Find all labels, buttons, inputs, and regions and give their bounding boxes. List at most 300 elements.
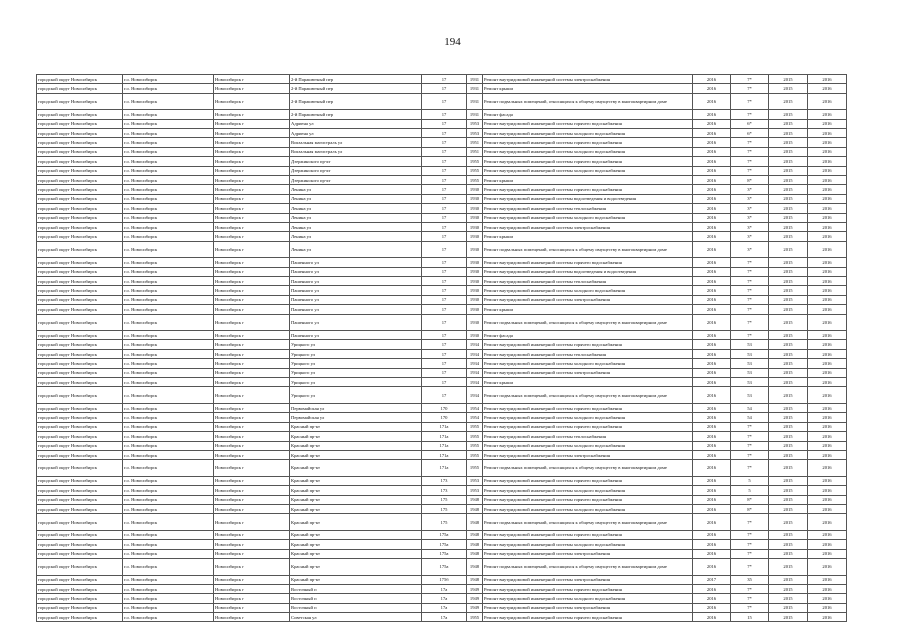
plan-year-cell: 2016 [693,441,731,450]
start-year-cell: 2015 [769,476,808,485]
work-type-cell: Ремонт внутридомовой инженерной системы горячего водоснабжения [483,422,693,431]
end-year-cell: 2016 [808,403,847,412]
year-cell: 1930 [467,267,483,276]
district-cell: городской округ Новосибирск [37,594,123,603]
settlement-cell: г.о. Новосибирск [123,486,214,495]
city-cell: Новосибирск г [214,157,290,166]
year-cell: 1930 [467,204,483,213]
end-year-cell: 2016 [808,314,847,331]
settlement-cell: г.о. Новосибирск [123,204,214,213]
work-type-cell: Ремонт внутридомовой инженерной системы водоотведения и водоотведения [483,267,693,276]
start-year-cell: 2015 [769,93,808,110]
settlement-cell: г.о. Новосибирск [123,138,214,147]
street-cell: Урицкого ул [290,340,422,349]
city-cell: Новосибирск г [214,232,290,241]
street-cell: Красный пр-кт [290,514,422,531]
street-cell: Красный пр-кт [290,540,422,549]
page-number: 194 [444,36,461,48]
house-cell: 17 [422,110,467,119]
settlement-cell: г.о. Новосибирск [123,277,214,286]
start-year-cell: 2015 [769,286,808,295]
house-cell: 17 [422,277,467,286]
work-type-cell: Ремонт внутридомовой инженерной системы горячего водоснабжения [483,119,693,128]
count-cell: 15 [731,613,769,622]
start-year-cell: 2015 [769,549,808,558]
plan-year-cell: 2016 [693,258,731,267]
district-cell: городской округ Новосибирск [37,476,123,485]
settlement-cell: г.о. Новосибирск [123,514,214,531]
city-cell: Новосибирск г [214,403,290,412]
house-cell: 170 [422,413,467,422]
table-row [37,176,847,185]
house-cell: 17 [422,213,467,222]
house-cell: 17 [422,305,467,314]
count-cell: 7* [731,286,769,295]
year-cell: 1948 [467,504,483,513]
settlement-cell: г.о. Новосибирск [123,584,214,593]
count-cell: 35 [731,575,769,584]
end-year-cell: 2016 [808,514,847,531]
count-cell: 3* [731,204,769,213]
table-row [37,75,847,84]
count-cell: 7* [731,549,769,558]
settlement-cell: г.о. Новосибирск [123,349,214,358]
end-year-cell: 2016 [808,432,847,441]
table-row [37,613,847,622]
district-cell: городской округ Новосибирск [37,559,123,576]
work-type-cell: Ремонт внутридомовой инженерной системы холодного водоснабжения [483,486,693,495]
plan-year-cell: 2016 [693,185,731,194]
year-cell: 1951 [467,138,483,147]
table-row [37,129,847,138]
city-cell: Новосибирск г [214,286,290,295]
end-year-cell: 2016 [808,185,847,194]
year-cell: 1951 [467,147,483,156]
year-cell: 1955 [467,441,483,450]
settlement-cell: г.о. Новосибирск [123,476,214,485]
settlement-cell: г.о. Новосибирск [123,559,214,576]
house-cell: 17 [422,267,467,276]
street-cell: Ленина ул [290,204,422,213]
settlement-cell: г.о. Новосибирск [123,129,214,138]
work-type-cell: Ремонт внутридомовой инженерной системы электроснабжения [483,368,693,377]
district-cell: городской округ Новосибирск [37,314,123,331]
end-year-cell: 2016 [808,441,847,450]
end-year-cell: 2016 [808,241,847,258]
year-cell: 1930 [467,277,483,286]
count-cell: 7* [731,277,769,286]
settlement-cell: г.о. Новосибирск [123,594,214,603]
end-year-cell: 2016 [808,331,847,340]
count-cell: 7* [731,110,769,119]
count-cell: 7* [731,540,769,549]
city-cell: Новосибирск г [214,450,290,459]
settlement-cell: г.о. Новосибирск [123,575,214,584]
work-type-cell: Ремонт внутридомовой инженерной системы горячего водоснабжения [483,258,693,267]
settlement-cell: г.о. Новосибирск [123,340,214,349]
start-year-cell: 2015 [769,530,808,539]
count-cell: 53 [731,349,769,358]
city-cell: Новосибирск г [214,359,290,368]
city-cell: Новосибирск г [214,84,290,93]
city-cell: Новосибирск г [214,486,290,495]
district-cell: городской округ Новосибирск [37,584,123,593]
count-cell: 7* [731,138,769,147]
city-cell: Новосибирск г [214,267,290,276]
plan-year-cell: 2016 [693,286,731,295]
year-cell: 1930 [467,286,483,295]
start-year-cell: 2015 [769,166,808,175]
year-cell: 1948 [467,575,483,584]
work-type-cell: Ремонт внутридомовой инженерной системы горячего водоснабжения [483,530,693,539]
start-year-cell: 2015 [769,359,808,368]
district-cell: городской округ Новосибирск [37,340,123,349]
plan-year-cell: 2016 [693,504,731,513]
end-year-cell: 2016 [808,340,847,349]
work-type-cell: Ремонт подвальных помещений, относящихся к общему имуществу в многоквартирном доме [483,241,693,258]
house-cell: 17 [422,286,467,295]
count-cell: 7* [731,441,769,450]
settlement-cell: г.о. Новосибирск [123,75,214,84]
street-cell: 2-й Парашютный пер [290,84,422,93]
end-year-cell: 2016 [808,93,847,110]
end-year-cell: 2016 [808,450,847,459]
plan-year-cell: 2016 [693,486,731,495]
year-cell: 1948 [467,514,483,531]
district-cell: городской округ Новосибирск [37,232,123,241]
district-cell: городской округ Новосибирск [37,194,123,203]
year-cell: 1930 [467,295,483,304]
settlement-cell: г.о. Новосибирск [123,147,214,156]
work-type-cell: Ремонт внутридомовой инженерной системы электроснабжения [483,295,693,304]
year-cell: 1930 [467,331,483,340]
table-row [37,495,847,504]
street-cell: 2-й Парашютный пер [290,75,422,84]
street-cell: Вокзальная магистраль ул [290,138,422,147]
plan-year-cell: 2016 [693,110,731,119]
city-cell: Новосибирск г [214,314,290,331]
end-year-cell: 2016 [808,204,847,213]
end-year-cell: 2016 [808,413,847,422]
city-cell: Новосибирск г [214,166,290,175]
house-cell: 175б [422,575,467,584]
start-year-cell: 2015 [769,185,808,194]
city-cell: Новосибирск г [214,295,290,304]
house-cell: 175а [422,549,467,558]
start-year-cell: 2015 [769,232,808,241]
end-year-cell: 2016 [808,594,847,603]
year-cell: 1955 [467,613,483,622]
city-cell: Новосибирск г [214,194,290,203]
count-cell: 7* [731,166,769,175]
district-cell: городской округ Новосибирск [37,349,123,358]
city-cell: Новосибирск г [214,613,290,622]
count-cell: 7* [731,514,769,531]
table-row [37,119,847,128]
street-cell: Дзержинского пр-кт [290,157,422,166]
district-cell: городской округ Новосибирск [37,84,123,93]
city-cell: Новосибирск г [214,241,290,258]
count-cell: 7* [731,295,769,304]
house-cell: 17 [422,138,467,147]
district-cell: городской округ Новосибирск [37,495,123,504]
work-type-cell: Ремонт подвальных помещений, относящихся к общему имуществу в многоквартирном доме [483,314,693,331]
city-cell: Новосибирск г [214,559,290,576]
work-type-cell: Ремонт внутридомовой инженерной системы электроснабжения [483,603,693,612]
count-cell: 3* [731,222,769,231]
work-type-cell: Ремонт внутридомовой инженерной системы теплоснабжения [483,204,693,213]
plan-year-cell: 2016 [693,241,731,258]
street-cell: Красный пр-кт [290,441,422,450]
street-cell: Дзержинского пр-кт [290,166,422,175]
end-year-cell: 2016 [808,359,847,368]
street-cell: Советская ул [290,613,422,622]
work-type-cell: Ремонт внутридомовой инженерной системы холодного водоснабжения [483,213,693,222]
district-cell: городской округ Новосибирск [37,368,123,377]
city-cell: Новосибирск г [214,138,290,147]
plan-year-cell: 2016 [693,559,731,576]
plan-year-cell: 2016 [693,387,731,404]
plan-year-cell: 2016 [693,305,731,314]
plan-year-cell: 2016 [693,295,731,304]
count-cell: 53 [731,378,769,387]
street-cell: Пашенного ул [290,305,422,314]
settlement-cell: г.о. Новосибирск [123,166,214,175]
district-cell: городской округ Новосибирск [37,504,123,513]
table-row [37,157,847,166]
end-year-cell: 2016 [808,286,847,295]
work-type-cell: Ремонт внутридомовой инженерной системы горячего водоснабжения [483,157,693,166]
table-row [37,138,847,147]
work-type-cell: Ремонт крыши [483,84,693,93]
house-cell: 171а [422,432,467,441]
work-type-cell: Ремонт внутридомовой инженерной системы холодного водоснабжения [483,540,693,549]
settlement-cell: г.о. Новосибирск [123,194,214,203]
year-cell: 1953 [467,486,483,495]
end-year-cell: 2016 [808,504,847,513]
table-row [37,476,847,485]
settlement-cell: г.о. Новосибирск [123,549,214,558]
table-row [37,549,847,558]
plan-year-cell: 2016 [693,194,731,203]
year-cell: 1955 [467,460,483,477]
street-cell: Красный пр-кт [290,549,422,558]
table-row [37,378,847,387]
count-cell: 7* [731,258,769,267]
district-cell: городской округ Новосибирск [37,213,123,222]
house-cell: 17 [422,222,467,231]
plan-year-cell: 2016 [693,603,731,612]
settlement-cell: г.о. Новосибирск [123,84,214,93]
count-cell: 7* [731,530,769,539]
settlement-cell: г.о. Новосибирск [123,331,214,340]
street-cell: Ленина ул [290,222,422,231]
end-year-cell: 2016 [808,559,847,576]
year-cell: 1948 [467,495,483,504]
count-cell: 7* [731,267,769,276]
settlement-cell: г.о. Новосибирск [123,460,214,477]
count-cell: 53 [731,340,769,349]
work-type-cell: Ремонт внутридомовой инженерной системы водоотведения и водоотведения [483,194,693,203]
work-type-cell: Ремонт внутридомовой инженерной системы электроснабжения [483,75,693,84]
district-cell: городской округ Новосибирск [37,441,123,450]
street-cell: Адриена ул [290,119,422,128]
table-row [37,166,847,175]
city-cell: Новосибирск г [214,540,290,549]
plan-year-cell: 2016 [693,157,731,166]
year-cell: 1934 [467,349,483,358]
start-year-cell: 2015 [769,119,808,128]
year-cell: 1934 [467,387,483,404]
house-cell: 171а [422,450,467,459]
table-row [37,147,847,156]
district-cell: городской округ Новосибирск [37,530,123,539]
work-type-cell: Ремонт внутридомовой инженерной системы теплоснабжения [483,432,693,441]
plan-year-cell: 2016 [693,584,731,593]
table-row [37,267,847,276]
work-type-cell: Ремонт внутридомовой инженерной системы теплоснабжения [483,349,693,358]
street-cell: Красный пр-кт [290,559,422,576]
start-year-cell: 2015 [769,422,808,431]
year-cell: 1930 [467,314,483,331]
end-year-cell: 2016 [808,258,847,267]
district-cell: городской округ Новосибирск [37,75,123,84]
plan-year-cell: 2016 [693,331,731,340]
table-row [37,514,847,531]
end-year-cell: 2016 [808,613,847,622]
street-cell: Вокзальная магистраль ул [290,147,422,156]
street-cell: Восточный п [290,584,422,593]
table-row [37,295,847,304]
count-cell: 5 [731,486,769,495]
plan-year-cell: 2016 [693,166,731,175]
city-cell: Новосибирск г [214,530,290,539]
year-cell: 1930 [467,222,483,231]
street-cell: Красный пр-кт [290,460,422,477]
plan-year-cell: 2016 [693,349,731,358]
plan-year-cell: 2016 [693,176,731,185]
year-cell: 1930 [467,213,483,222]
end-year-cell: 2016 [808,75,847,84]
house-cell: 17 [422,359,467,368]
house-cell: 17 [422,378,467,387]
plan-year-cell: 2016 [693,432,731,441]
plan-year-cell: 2016 [693,549,731,558]
house-cell: 17 [422,387,467,404]
house-cell: 170 [422,403,467,412]
settlement-cell: г.о. Новосибирск [123,176,214,185]
table-row [37,359,847,368]
settlement-cell: г.о. Новосибирск [123,222,214,231]
table-row [37,305,847,314]
table-row [37,460,847,477]
table-row [37,277,847,286]
settlement-cell: г.о. Новосибирск [123,185,214,194]
settlement-cell: г.о. Новосибирск [123,422,214,431]
end-year-cell: 2016 [808,194,847,203]
table-row [37,575,847,584]
start-year-cell: 2015 [769,584,808,593]
city-cell: Новосибирск г [214,258,290,267]
plan-year-cell: 2016 [693,413,731,422]
plan-year-cell: 2017 [693,575,731,584]
district-cell: городской округ Новосибирск [37,540,123,549]
district-cell: городской округ Новосибирск [37,378,123,387]
start-year-cell: 2015 [769,75,808,84]
start-year-cell: 2015 [769,594,808,603]
city-cell: Новосибирск г [214,422,290,431]
city-cell: Новосибирск г [214,603,290,612]
table-row [37,559,847,576]
year-cell: 1949 [467,584,483,593]
house-cell: 17а [422,584,467,593]
house-cell: 17 [422,147,467,156]
year-cell: 1930 [467,185,483,194]
end-year-cell: 2016 [808,84,847,93]
work-type-cell: Ремонт подвальных помещений, относящихся к общему имуществу в многоквартирном доме [483,387,693,404]
table-row [37,241,847,258]
table-row [37,258,847,267]
work-type-cell: Ремонт фасада [483,110,693,119]
start-year-cell: 2015 [769,495,808,504]
work-type-cell: Ремонт крыши [483,176,693,185]
table-row [37,422,847,431]
table-row [37,93,847,110]
plan-year-cell: 2016 [693,476,731,485]
work-type-cell: Ремонт внутридомовой инженерной системы холодного водоснабжения [483,504,693,513]
street-cell: Пашенного ул [290,277,422,286]
end-year-cell: 2016 [808,575,847,584]
count-cell: 8* [731,504,769,513]
house-cell: 17 [422,129,467,138]
start-year-cell: 2015 [769,295,808,304]
street-cell: Пашенного ул [290,314,422,331]
plan-year-cell: 2016 [693,277,731,286]
house-cell: 171а [422,460,467,477]
street-cell: Красный пр-кт [290,476,422,485]
district-cell: городской округ Новосибирск [37,204,123,213]
work-type-cell: Ремонт внутридомовой инженерной системы холодного водоснабжения [483,166,693,175]
house-cell: 17 [422,241,467,258]
settlement-cell: г.о. Новосибирск [123,314,214,331]
street-cell: Красный пр-кт [290,422,422,431]
city-cell: Новосибирск г [214,441,290,450]
count-cell: 7* [731,314,769,331]
table-row [37,232,847,241]
street-cell: Дзержинского пр-кт [290,176,422,185]
start-year-cell: 2015 [769,460,808,477]
plan-year-cell: 2016 [693,460,731,477]
work-type-cell: Ремонт внутридомовой инженерной системы холодного водоснабжения [483,286,693,295]
count-cell: 7* [731,305,769,314]
table-row [37,314,847,331]
house-cell: 17 [422,258,467,267]
work-type-cell: Ремонт внутридомовой инженерной системы электроснабжения [483,549,693,558]
count-cell: 53 [731,368,769,377]
city-cell: Новосибирск г [214,504,290,513]
house-cell: 17а [422,613,467,622]
district-cell: городской округ Новосибирск [37,387,123,404]
count-cell: 54 [731,413,769,422]
work-type-cell: Ремонт внутридомовой инженерной системы теплоснабжения [483,277,693,286]
plan-year-cell: 2016 [693,594,731,603]
table-row [37,432,847,441]
district-cell: городской округ Новосибирск [37,138,123,147]
house-cell: 171а [422,422,467,431]
count-cell: 8* [731,495,769,504]
start-year-cell: 2015 [769,314,808,331]
count-cell: 53 [731,387,769,404]
